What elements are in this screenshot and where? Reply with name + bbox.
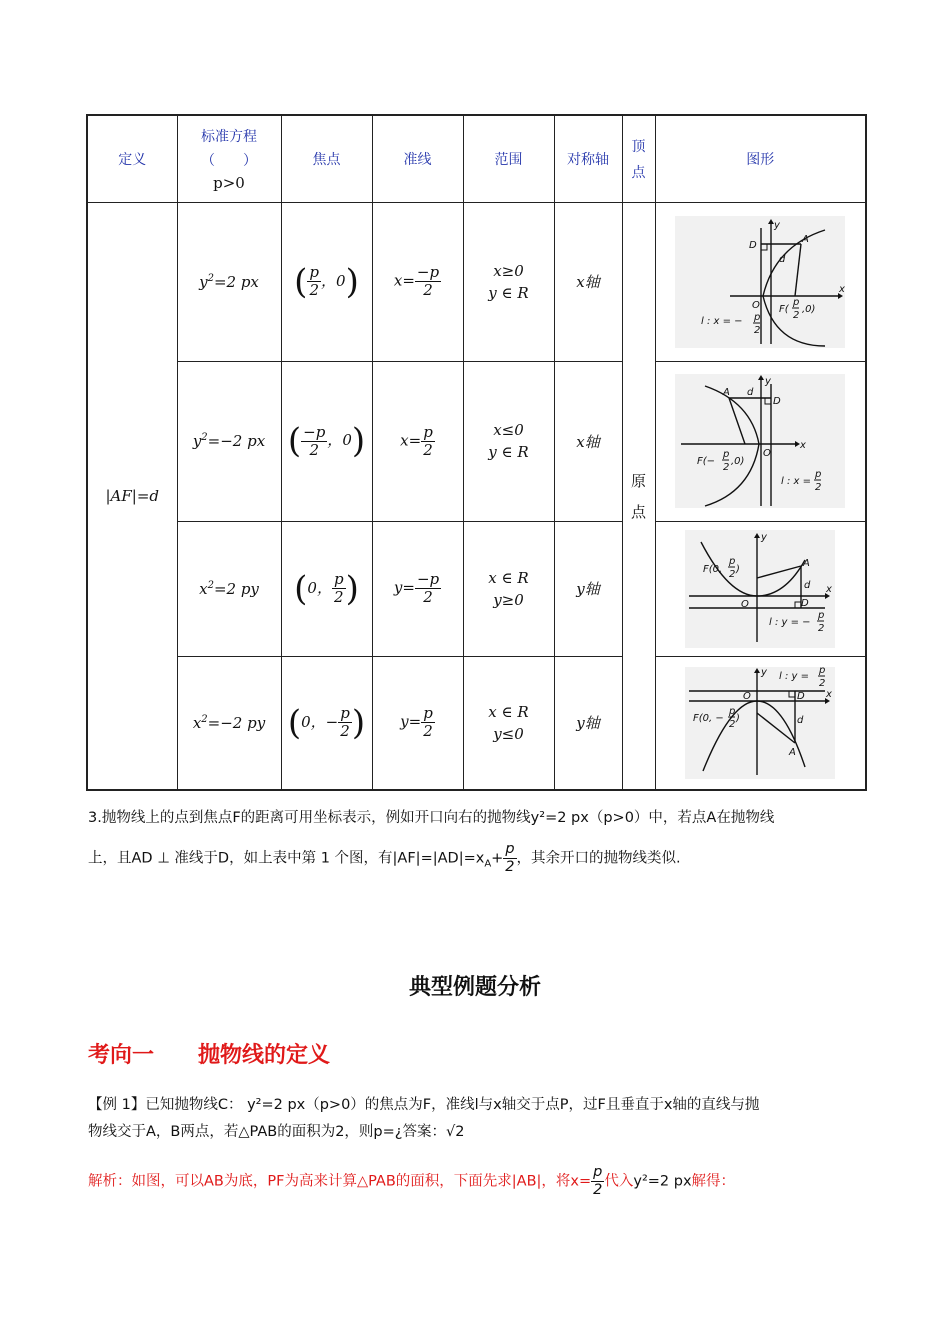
subsection-title: 考向一 抛物线的定义 [88,1043,331,1068]
equation-cell: $y^2=-2$ px [177,361,281,521]
parabola-table [86,114,867,791]
header-range: 范围 [463,115,554,202]
table-row [87,202,866,361]
equation-cell: $y^2=2$ px [177,202,281,361]
section-title: 典型例题分析 [408,975,541,1000]
svg-text:p: p [729,705,736,717]
example-1-line2: 物线交于A，B两点，若△PAB的面积为2，则p=¿答案：√2 [88,1124,465,1140]
svg-text:2: 2 [793,309,800,321]
axis-cell: x轴 [554,202,622,361]
svg-text:O: O [763,448,772,459]
solution-text: 解析：如图，可以AB为底，PF为高来计算△PAB的面积，下面先求|AB|，将x= $\frac{p}{2}$ 代入y²=2 px解得： [88,1164,736,1198]
parabola-left-figure [675,374,845,508]
label-directrix: l : y = [779,670,810,682]
parabola-up-figure [685,530,835,648]
svg-text:y: y [765,376,772,387]
directrix-cell: x= $\frac{p}{2}$ [372,361,463,521]
svg-text:x: x [839,283,846,295]
label-focus: F(− [697,456,716,467]
header-definition: 定义 [87,115,177,202]
svg-text:): ) [736,712,741,724]
directrix-cell: y= $\frac{p}{2}$ [372,656,463,790]
label-directrix: l : x = − [701,315,743,327]
label-focus: F(0, [703,563,723,575]
svg-text:x: x [826,688,833,700]
svg-text:p: p [818,609,825,621]
svg-text:p: p [723,449,730,460]
label-directrix: l : y = − [769,616,811,628]
focus-cell: ( $\frac{-p}{2}$ ，0) [281,361,372,521]
svg-text:2: 2 [723,462,730,473]
label-d-point: D [773,396,781,407]
definition-cell: |AF|=d [87,202,177,790]
svg-text:p: p [815,469,822,480]
label-d-point: D [801,597,809,609]
label-d-distance: d [804,579,811,591]
table-row [87,521,866,656]
axis-cell: y轴 [554,521,622,656]
svg-text:y: y [761,531,768,543]
label-a-point: A [803,557,811,569]
svg-text:y: y [761,666,768,678]
svg-text:2: 2 [729,718,736,730]
label-d-distance: d [779,253,786,265]
focus-cell: ( $\frac{p}{2}$ ，0) [281,202,372,361]
svg-text:): ) [736,563,741,575]
svg-text:O: O [743,690,752,702]
svg-text:x: x [800,440,807,451]
header-graph: 图形 [655,115,866,202]
svg-text:p: p [819,666,826,676]
label-d-distance: d [797,714,804,726]
table-row [87,361,866,521]
axis-cell: x轴 [554,361,622,521]
axis-cell: y轴 [554,656,622,790]
header-axis: 对称轴 [554,115,622,202]
label-a-point: A [789,746,797,758]
range-cell: x≤0 y ∈ R [463,361,554,521]
focus-cell: (0， $\frac{p}{2}$ ) [281,521,372,656]
focus-cell: (0，− $\frac{p}{2}$ ) [281,656,372,790]
table-header-row [87,115,866,202]
range-cell: x≥0 y ∈ R [463,202,554,361]
svg-text:p: p [729,555,736,567]
parabola-right-figure [675,216,845,348]
header-vertex: 顶 点 [622,115,655,202]
parabola-down-figure [685,667,835,779]
svg-text:2: 2 [754,324,761,336]
svg-text:,0): ,0) [802,303,816,315]
label-directrix: l : x = [781,476,812,487]
vertex-cell: 原 点 [622,202,655,790]
graph-cell-down-opening [655,656,866,790]
header-directrix: 准线 [372,115,463,202]
svg-text:p: p [754,311,761,323]
note-3-line2: 上，且AD ⊥ 准线于D，如上表中第 1 个图，有$|AF|=|AD|=x_A+$ $\frac{p}{2}$ ，其余开口的抛物线类似. [88,841,681,875]
graph-cell-up-opening [655,521,866,656]
equation-cell: $x^2=2$ py [177,521,281,656]
example-1-line1: 【例 1】已知抛物线C： y²=2 px（p>0）的焦点为F，准线l与x轴交于点P，过F且垂直于x轴的直线与抛 [88,1097,760,1113]
svg-text:2: 2 [819,677,826,689]
table-row [87,656,866,790]
range-cell: x ∈ R y≥0 [463,521,554,656]
label-focus: F( [779,303,789,315]
range-cell: x ∈ R y≤0 [463,656,554,790]
label-d-distance: d [747,387,754,398]
directrix-cell: x= $\frac{-p}{2}$ [372,202,463,361]
label-d-point: D [749,239,757,251]
svg-text:O: O [752,299,761,311]
label-d-point: D [797,690,805,702]
label-a-point: A [802,233,810,245]
svg-text:y: y [774,219,781,231]
svg-text:x: x [826,583,833,595]
svg-text:O: O [741,598,750,610]
directrix-cell: y= $\frac{-p}{2}$ [372,521,463,656]
svg-text:2: 2 [815,482,822,493]
graph-cell-right-opening [655,202,866,361]
svg-text:2: 2 [818,622,825,634]
note-3-line1: 3.抛物线上的点到焦点F的距离可用坐标表示，例如开口向右的抛物线y²=2 px（p>0）中，若点A在抛物线 [88,810,775,826]
equation-cell: $x^2=-2$ py [177,656,281,790]
svg-text:,0): ,0) [731,456,745,467]
graph-cell-left-opening [655,361,866,521]
header-standard-equation: 标准方程 （ ） p>0 [177,115,281,202]
svg-text:p: p [793,296,800,308]
label-focus: F(0, − [693,712,725,724]
label-a-point: A [723,387,731,398]
svg-text:2: 2 [729,568,736,580]
header-focus: 焦点 [281,115,372,202]
